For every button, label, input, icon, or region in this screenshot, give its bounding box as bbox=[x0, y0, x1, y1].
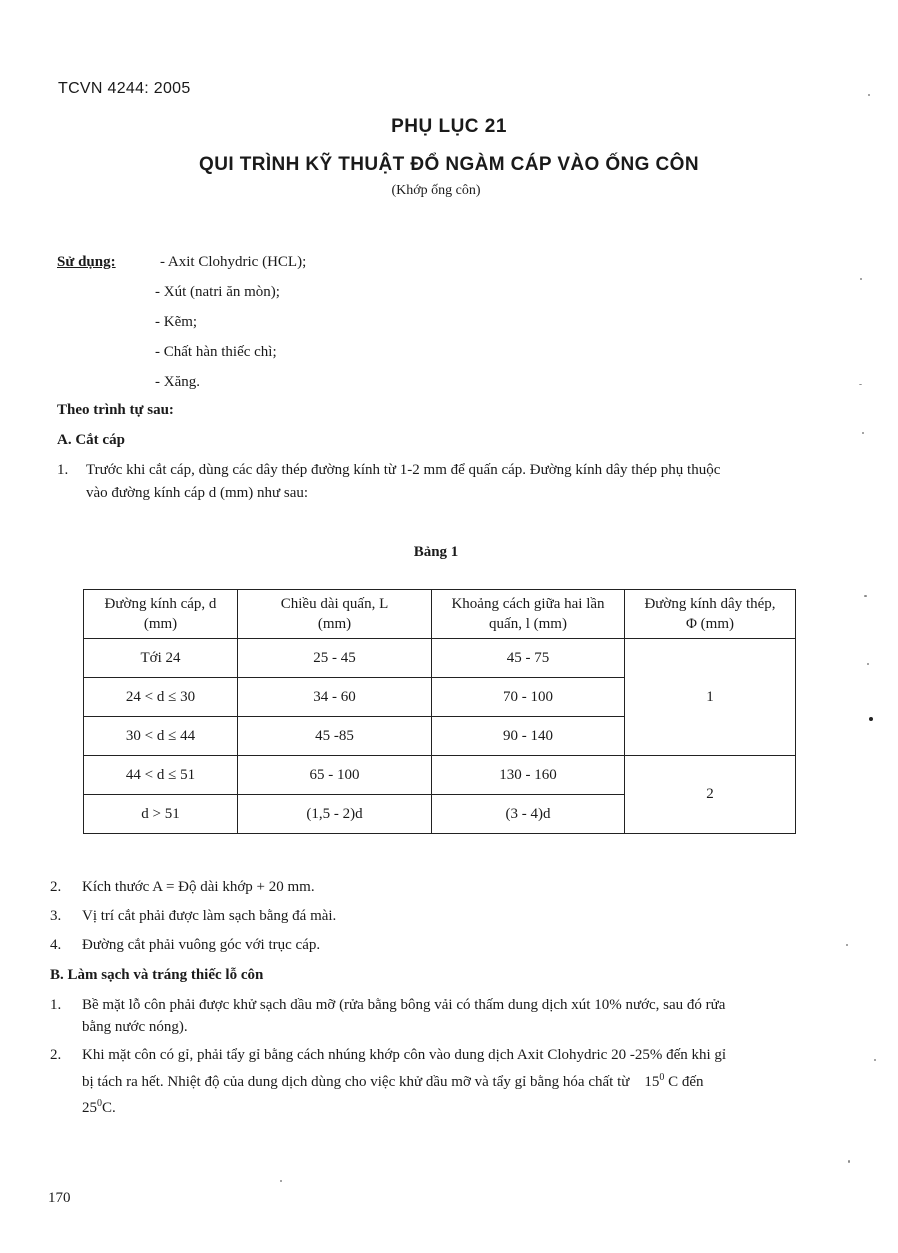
section-b-item-text: bị tách ra hết. Nhiệt độ của dung dịch dùng cho việc khử dầu mỡ và tẩy gỉ bằng hóa chất từ $15^0$ C đến bbox=[82, 1072, 704, 1090]
table-caption: Bảng 1 bbox=[413, 544, 459, 560]
scan-speck bbox=[860, 278, 862, 280]
table-cell: 30 < d ≤ 44 bbox=[84, 717, 238, 756]
scan-speck bbox=[848, 1160, 850, 1163]
table-cell: 45 -85 bbox=[238, 717, 432, 756]
table-cell: 24 < d ≤ 30 bbox=[84, 678, 238, 717]
procedure-heading: Theo trình tự sau: bbox=[57, 402, 174, 418]
table-row bbox=[84, 756, 796, 795]
table-cell: 44 < d ≤ 51 bbox=[84, 756, 238, 795]
page-number: 170 bbox=[48, 1190, 71, 1206]
table-cell: 65 - 100 bbox=[238, 756, 432, 795]
section-b-heading: B. Làm sạch và tráng thiếc lỗ côn bbox=[50, 967, 264, 983]
wire-spec-table bbox=[83, 589, 796, 834]
section-b-item-number: 2. bbox=[50, 1047, 62, 1063]
usage-item: - Xút (natri ăn mòn); bbox=[155, 284, 280, 300]
section-a-item-number: 4. bbox=[50, 937, 62, 953]
scan-speck bbox=[864, 595, 867, 597]
section-a-item-text: Trước khi cắt cáp, dùng các dây thép đường kính từ 1-2 mm để quấn cáp. Đường kính dây thép phụ thuộc bbox=[86, 462, 721, 478]
section-a-item-text: Kích thước A = Độ dài khớp + 20 mm. bbox=[82, 879, 315, 895]
table-row bbox=[84, 639, 796, 678]
section-b-item-text: Bề mặt lỗ côn phải được khử sạch dầu mỡ (rửa bằng bông vải có thấm dung dịch xút 10% nước, sau đó rửa bbox=[82, 997, 726, 1013]
usage-item: - Axit Clohydric (HCL); bbox=[160, 254, 307, 270]
usage-item: - Xăng. bbox=[155, 374, 200, 390]
temperature-start: $15^0$ C đến bbox=[644, 1072, 704, 1090]
section-a-heading: A. Cắt cáp bbox=[57, 432, 125, 448]
scan-speck bbox=[867, 663, 869, 665]
table-header-cell: Khoảng cách giữa hai lần quấn, l (mm) bbox=[432, 590, 625, 639]
table-cell: (3 - 4)d bbox=[432, 795, 625, 834]
section-a-item-number: 2. bbox=[50, 879, 62, 895]
scan-speck bbox=[868, 94, 870, 96]
page-title: QUI TRÌNH KỸ THUẬT ĐỔ NGÀM CÁP VÀO ỐNG CÔN bbox=[199, 154, 699, 175]
page-subtitle: (Khớp ống côn) bbox=[391, 183, 481, 198]
table-cell: d > 51 bbox=[84, 795, 238, 834]
table-header-cell: Đường kính dây thép, Φ (mm) bbox=[625, 590, 796, 639]
scan-speck bbox=[862, 432, 864, 434]
table-cell: 130 - 160 bbox=[432, 756, 625, 795]
table-cell: (1,5 - 2)d bbox=[238, 795, 432, 834]
section-a-item-number: 3. bbox=[50, 908, 62, 924]
scan-speck bbox=[869, 717, 873, 721]
table-cell: 1 bbox=[625, 639, 796, 756]
table-cell: 2 bbox=[625, 756, 796, 834]
scan-speck bbox=[859, 384, 862, 385]
table-header-cell: Đường kính cáp, d (mm) bbox=[84, 590, 238, 639]
table-cell: 34 - 60 bbox=[238, 678, 432, 717]
table-cell: Tới 24 bbox=[84, 639, 238, 678]
table-header-row bbox=[84, 590, 796, 639]
scan-speck bbox=[874, 1059, 876, 1061]
table-cell: 90 - 140 bbox=[432, 717, 625, 756]
section-b-item-text: Khi mặt côn có gỉ, phải tẩy gỉ bằng cách nhúng khớp côn vào dung dịch Axit Clohydric 20 -25% đến khi gỉ bbox=[82, 1047, 727, 1063]
section-a-item-number: 1. bbox=[57, 462, 69, 478]
appendix-heading: PHỤ LỤC 21 bbox=[391, 116, 507, 137]
table-header-cell: Chiều dài quấn, L (mm) bbox=[238, 590, 432, 639]
scan-speck bbox=[280, 1180, 282, 1182]
scan-speck bbox=[846, 944, 848, 946]
section-b-item-number: 1. bbox=[50, 997, 62, 1013]
document-code: TCVN 4244: 2005 bbox=[58, 80, 191, 97]
table-cell: 70 - 100 bbox=[432, 678, 625, 717]
section-a-item-text: vào đường kính cáp d (mm) như sau: bbox=[86, 485, 309, 501]
table-cell: 45 - 75 bbox=[432, 639, 625, 678]
usage-item: - Chất hàn thiếc chì; bbox=[155, 344, 277, 360]
section-a-item-text: Đường cắt phải vuông góc với trục cáp. bbox=[82, 937, 321, 953]
section-a-item-text: Vị trí cắt phải được làm sạch bằng đá mài. bbox=[82, 908, 337, 924]
usage-item: - Kẽm; bbox=[155, 314, 198, 330]
usage-label: Sử dụng: bbox=[57, 254, 116, 270]
section-b-item-text: bằng nước nóng). bbox=[82, 1019, 188, 1035]
temperature-end: $25^0C$. bbox=[82, 1098, 116, 1116]
table-cell: 25 - 45 bbox=[238, 639, 432, 678]
